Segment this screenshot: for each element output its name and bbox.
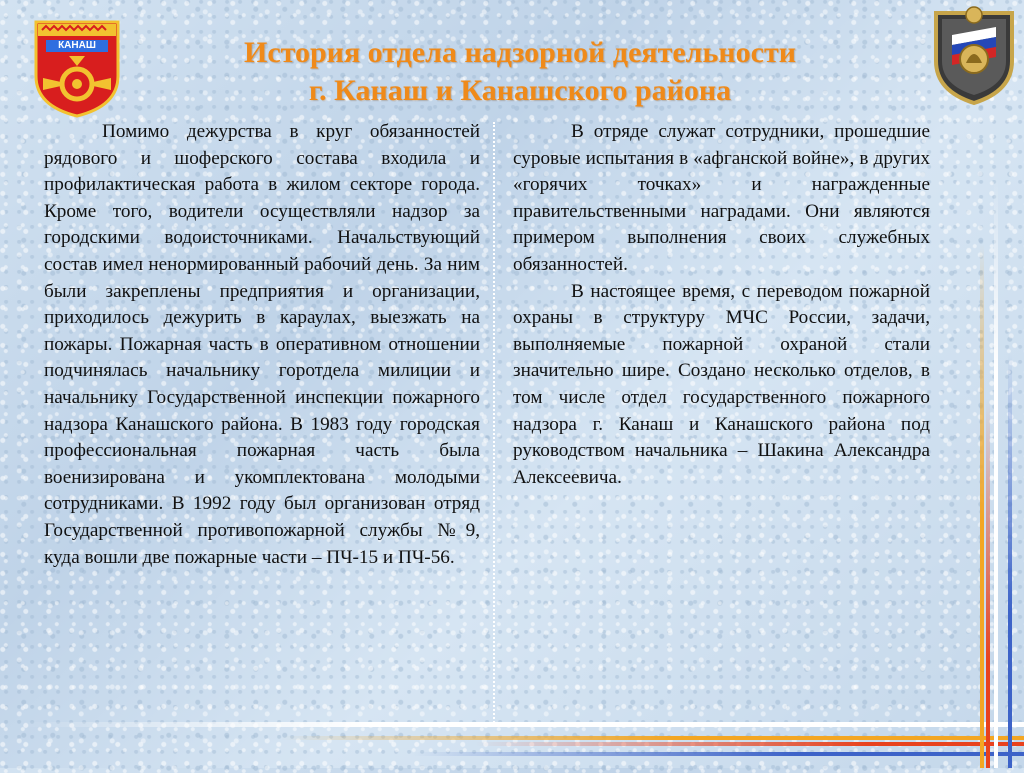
left-text-column [44,119,480,571]
left-paragraph-1: Помимо дежурства в круг обязанностей рядового и шоферского состава входила и профилактическая работа в жилом секторе города. Кроме того, водители осуществляли надзор за городскими водоисточниками. Начальствующий состав имел ненормированный рабочий день. За ним были закреплены предприятия и организации, приходилось дежурить в караулах, выезжать на пожары. Пожарная часть в оперативном отношении подчинялась начальнику горотдела милиции и начальнику Государственной инспекции пожарного надзора Канашского района. В 1983 году городская профессиональная пожарная часть была военизирована и укомплектована молодыми сотрудниками. В 1992 году был организован отряд Государственной противопожарной службы №9, куда вошли две пожарные части – ПЧ-15 и ПЧ-56. [44,121,480,568]
bottom-decor-stripes [0,708,1024,768]
right-decor-stripes [964,0,1024,768]
right-paragraph-1: В отряде служат сотрудники, прошедшие суровые испытания в «афганской войне», в других «горячих точках» и награжденные правительственными наградами. Они являются примером выполнения своих служебных обязанностей. [513,121,930,275]
right-paragraph-2: В настоящее время, с переводом пожарной охраны в структуру МЧС России, задачи, выполняемые пожарной охраной стали значительно шире. Создано несколько отделов, в том числе отдел государственного пожарного надзора г. Канаш и Канашского района под руководством начальника – Шакина Александра Алексеевича. [513,280,930,488]
column-divider [493,122,495,727]
emblem-city-label: КАНАШ [58,40,96,51]
title-line-2: г. Канаш и Канашского района [308,74,732,107]
page-title [140,34,900,110]
kanash-coat-of-arms-icon [32,18,122,118]
right-text-column [513,119,930,491]
title-line-1: История отдела надзорной деятельности [243,36,796,69]
